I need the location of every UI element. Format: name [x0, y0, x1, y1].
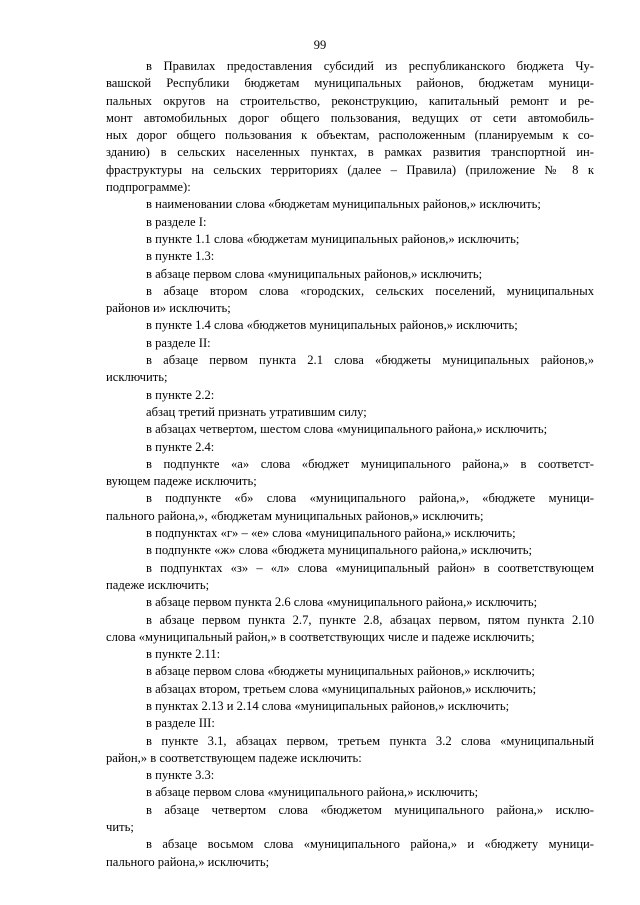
text-line: в разделе I:: [146, 214, 207, 229]
text-line: подпрограмме):: [106, 180, 191, 195]
text-line: чить;: [106, 820, 134, 835]
text-line: слова «муниципальный район,» в соответствующих числе и падеже исключить;: [106, 629, 535, 644]
text-line: в абзаце втором слова «городских, сельских поселений, муниципальных: [146, 283, 594, 298]
text-line: в подпункте «ж» слова «бюджета муниципального района,» исключить;: [146, 543, 533, 558]
text-line: в пункте 2.11:: [146, 647, 221, 662]
text-line: в разделе II:: [146, 335, 211, 350]
text-line: в подпунктах «г» – «е» слова «муниципального района,» исключить;: [146, 526, 516, 541]
text-line: монт автомобильных дорог общего пользования, ведущих от сети автомобиль-: [106, 110, 594, 125]
text-line: абзац третий признать утратившим силу;: [146, 404, 367, 419]
text-line: в абзаце первом слова «бюджеты муниципальных районов,» исключить;: [146, 664, 535, 679]
text-line: в наименовании слова «бюджетам муниципальных районов,» исключить;: [146, 197, 541, 212]
text-line: в пунктах 2.13 и 2.14 слова «муниципальных районов,» исключить;: [146, 698, 510, 713]
text-line: вашской Республики бюджетам муниципальных районов, бюджетам муници-: [106, 76, 594, 91]
text-line: в абзаце первом слова «муниципальных районов,» исключить;: [146, 266, 483, 281]
text-line: район,» в соответствующем падеже исключить:: [106, 750, 362, 765]
text-line: в абзаце четвертом слова «бюджетом муниципального района,» исклю-: [146, 802, 594, 817]
text-line: фраструктуры на сельских территориях (далее – Правила) (приложение № 8 к: [106, 162, 594, 177]
text-line: в пункте 3.3:: [146, 768, 215, 783]
text-line: в абзацах четвертом, шестом слова «муниципального района,» исключить;: [146, 422, 548, 437]
text-line: зданию) в сельских населенных пунктах, в рамках развития транспортной ин-: [106, 145, 594, 160]
text-line: в абзаце первом пункта 2.7, пункте 2.8, абзацах первом, пятом пункта 2.10: [146, 612, 594, 627]
text-line: в подпунктах «з» – «л» слова «муниципальный район» в соответствующем: [146, 560, 594, 575]
text-line: в пункте 1.3:: [146, 249, 215, 264]
text-line: в абзаце первом пункта 2.1 слова «бюджеты муниципальных районов,»: [146, 353, 594, 368]
text-line: в пункте 2.4:: [146, 439, 215, 454]
text-line: пального района,», «бюджетам муниципальных районов,» исключить;: [106, 508, 484, 523]
text-line: в пункте 2.2:: [146, 387, 215, 402]
text-line: падеже исключить;: [106, 577, 210, 592]
text-line: пальных округов на строительство, реконструкцию, капитальный ремонт и ре-: [106, 93, 594, 108]
text-line: в Правилах предоставления субсидий из республиканского бюджета Чу-: [146, 59, 594, 73]
text-line: районов и» исключить;: [106, 301, 231, 316]
text-line: в абзаце первом слова «муниципального района,» исключить;: [146, 785, 479, 800]
text-line: исключить;: [106, 370, 168, 385]
text-line: вующем падеже исключить;: [106, 474, 257, 489]
text-line: ных дорог общего пользования к объектам, расположенным (планируемым к со-: [106, 128, 594, 143]
text-line: в абзаце первом пункта 2.6 слова «муниципального района,» исключить;: [146, 595, 538, 610]
text-line: в абзаце восьмом слова «муниципального района,» и «бюджету муници-: [146, 837, 594, 852]
page-number: 99: [313, 38, 327, 52]
text-line: в подпункте «б» слова «муниципального района,», «бюджете муници-: [146, 491, 594, 506]
text-line: в абзацах втором, третьем слова «муниципальных районов,» исключить;: [146, 681, 537, 696]
text-line: пального района,» исключить;: [106, 854, 270, 869]
text-line: в пункте 1.4 слова «бюджетов муниципальных районов,» исключить;: [146, 318, 518, 333]
text-line: в пункте 3.1, абзацах первом, третьем пункта 3.2 слова «муниципальный: [146, 733, 594, 748]
text-line: в подпункте «а» слова «бюджет муниципального района,» в соответст-: [146, 456, 594, 471]
text-line: в пункте 1.1 слова «бюджетам муниципальных районов,» исключить;: [146, 231, 520, 246]
text-line: в разделе III:: [146, 716, 215, 731]
document-body: [106, 58, 594, 871]
